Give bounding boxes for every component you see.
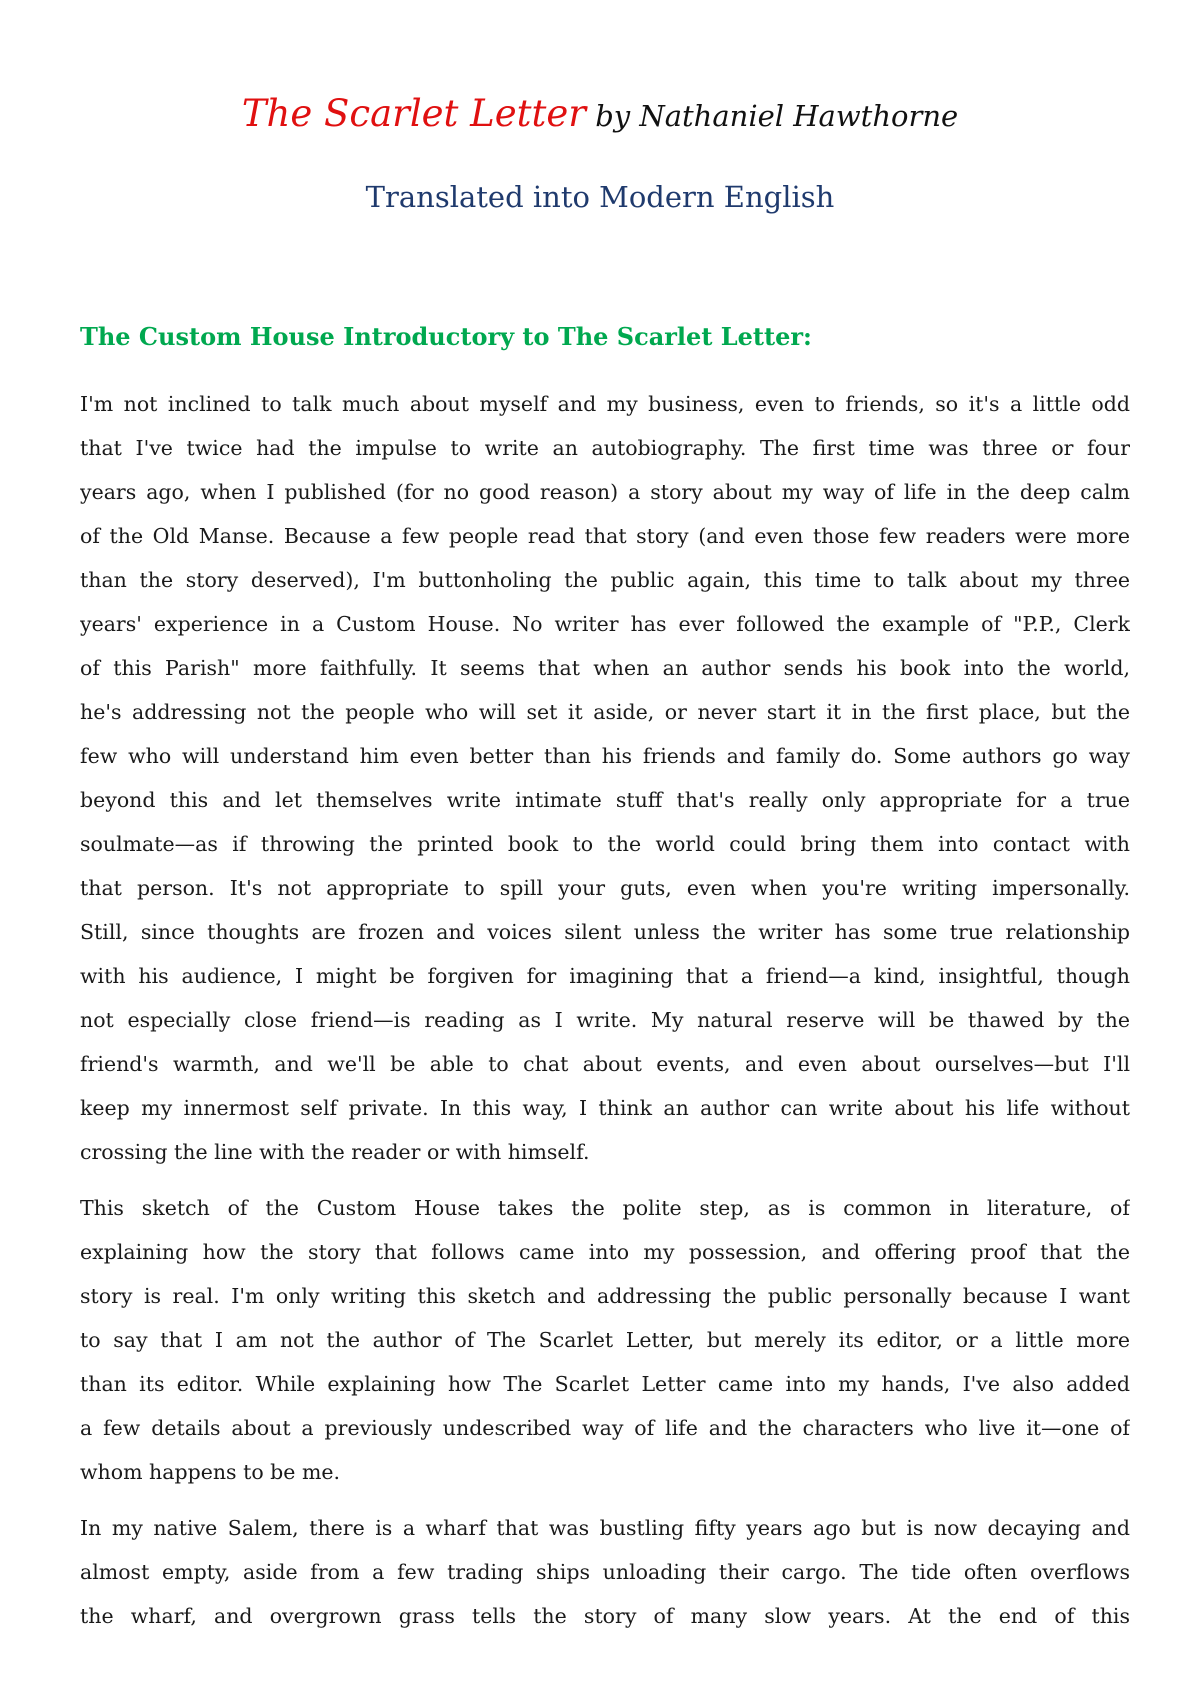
text-line: of the Old Manse. Because a few people read that story (and even those few readers were more [80, 524, 1130, 548]
text-line: that person. It's not appropriate to spill your guts, even when you're writing impersonally. [80, 876, 1130, 900]
text-line: story is real. I'm only writing this sketch and addressing the public personally because I want [80, 1284, 1130, 1308]
text-line: Still, since thoughts are frozen and voices silent unless the writer has some true relationship [80, 920, 1130, 944]
text-line: with his audience, I might be forgiven for imagining that a friend—a kind, insightful, though [80, 964, 1130, 988]
text-line: of this Parish" more faithfully. It seems that when an author sends his book into the world, [80, 656, 1130, 680]
text-line: a few details about a previously undescribed way of life and the characters who live it—one of [80, 1416, 1130, 1440]
text-line: not especially close friend—is reading as I write. My natural reserve will be thawed by the [80, 1008, 1130, 1032]
document-subtitle: Translated into Modern English [365, 180, 835, 214]
text-line: I'm not inclined to talk much about myself and my business, even to friends, so it's a little odd [80, 392, 1130, 416]
text-line: keep my innermost self private. In this way, I think an author can write about his life without [80, 1096, 1130, 1120]
text-line: soulmate—as if throwing the printed book to the world could bring them into contact with [80, 832, 1130, 856]
paragraph [80, 382, 1130, 1174]
text-line: he's addressing not the people who will set it aside, or never start it in the first place, but the [80, 700, 1130, 724]
text-line: years' experience in a Custom House. No writer has ever followed the example of "P.P., Clerk [80, 612, 1130, 636]
paragraph [80, 1506, 1130, 1638]
author-byline: by Nathaniel Hawthorne [585, 99, 959, 133]
text-line: the wharf, and overgrown grass tells the story of many slow years. At the end of this [80, 1604, 1130, 1628]
text-line: explaining how the story that follows came into my possession, and offering proof that the [80, 1240, 1130, 1264]
section-heading: The Custom House Introductory to The Scarlet Letter: [80, 322, 812, 351]
text-line: than its editor. While explaining how The Scarlet Letter came into my hands, I've also added [80, 1372, 1130, 1396]
text-line: In my native Salem, there is a wharf that was bustling fifty years ago but is now decaying and [80, 1516, 1130, 1540]
text-line: few who will understand him even better than his friends and family do. Some authors go way [80, 744, 1130, 768]
text-line: almost empty, aside from a few trading ships unloading their cargo. The tide often overflows [80, 1560, 1130, 1584]
paragraph [80, 1186, 1130, 1494]
text-line: to say that I am not the author of The Scarlet Letter, but merely its editor, or a little more [80, 1328, 1130, 1352]
text-line: friend's warmth, and we'll be able to chat about events, and even about ourselves—but I'll [80, 1052, 1130, 1076]
book-title: The Scarlet Letter [241, 92, 586, 135]
text-line: than the story deserved), I'm buttonholing the public again, this time to talk about my three [80, 568, 1130, 592]
text-line: whom happens to be me. [80, 1460, 341, 1484]
document-title [0, 92, 1200, 135]
body-text [80, 382, 1130, 1650]
text-line: crossing the line with the reader or with himself. [80, 1140, 590, 1164]
text-line: that I've twice had the impulse to write an autobiography. The first time was three or four [80, 436, 1130, 460]
text-line: years ago, when I published (for no good reason) a story about my way of life in the deep calm [80, 480, 1130, 504]
text-line: beyond this and let themselves write intimate stuff that's really only appropriate for a true [80, 788, 1130, 812]
text-line: This sketch of the Custom House takes the polite step, as is common in literature, of [80, 1196, 1130, 1220]
